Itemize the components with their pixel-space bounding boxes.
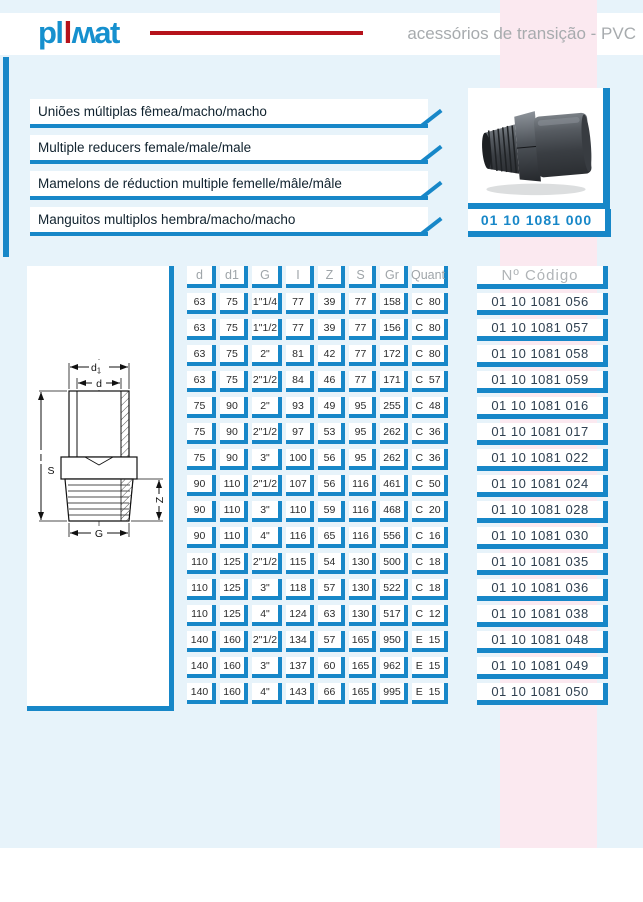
table-row — [187, 345, 448, 366]
table-cell: 995 — [380, 683, 408, 704]
table-cell: 143 — [286, 683, 314, 704]
table-cell: 63 — [187, 293, 216, 314]
table-row — [187, 501, 448, 522]
table-header-cell: Gr — [380, 266, 408, 288]
product-reference-code: 01 10 1081 000 — [480, 212, 593, 228]
table-cell: 158 — [380, 293, 408, 314]
table-cell: 1"1/4 — [252, 293, 282, 314]
table-cell: 90 — [220, 423, 248, 444]
table-cell: 950 — [380, 631, 408, 652]
table-cell: 2"1/2 — [252, 475, 282, 496]
table-cell: 2"1/2 — [252, 631, 282, 652]
product-reference-bar — [468, 209, 611, 237]
title-bar-fr — [30, 171, 428, 200]
table-cell: 75 — [220, 293, 248, 314]
table-cell: 3" — [252, 501, 282, 522]
table-cell: 2"1/2 — [252, 423, 282, 444]
code-item: 01 10 1081 036 — [477, 579, 608, 601]
table-cell: 116 — [349, 501, 376, 522]
title-fr: Mamelons de réduction multiple femelle/mâle/mâle — [38, 176, 342, 191]
table-cell: 2"1/2 — [252, 371, 282, 392]
table-cell: C 57 — [412, 371, 448, 392]
header-divider-line — [150, 31, 363, 35]
logo-part2: ʍat — [71, 15, 119, 50]
table-cell: C 80 — [412, 293, 448, 314]
table-cell: 134 — [286, 631, 314, 652]
table-cell: 93 — [286, 397, 314, 418]
table-cell: 56 — [318, 449, 345, 470]
table-cell: 77 — [349, 293, 376, 314]
table-cell: 556 — [380, 527, 408, 548]
table-cell: C 36 — [412, 449, 448, 470]
table-cell: 461 — [380, 475, 408, 496]
table-cell: 84 — [286, 371, 314, 392]
table-cell: 97 — [286, 423, 314, 444]
table-cell: 116 — [286, 527, 314, 548]
table-cell: 95 — [349, 397, 376, 418]
table-cell: 140 — [187, 657, 216, 678]
table-cell: 59 — [318, 501, 345, 522]
table-cell: 115 — [286, 553, 314, 574]
table-cell: 171 — [380, 371, 408, 392]
table-cell: C 36 — [412, 423, 448, 444]
table-header-cell: Z — [318, 266, 345, 288]
title-bar-en — [30, 135, 428, 164]
table-cell: C 48 — [412, 397, 448, 418]
table-cell: 75 — [220, 319, 248, 340]
table-cell: 156 — [380, 319, 408, 340]
table-cell: 165 — [349, 683, 376, 704]
table-cell: 60 — [318, 657, 345, 678]
code-item: 01 10 1081 056 — [477, 293, 608, 315]
table-cell: 3" — [252, 657, 282, 678]
table-cell: 75 — [187, 449, 216, 470]
code-item: 01 10 1081 049 — [477, 657, 608, 679]
table-cell: 75 — [220, 345, 248, 366]
table-cell: 56 — [318, 475, 345, 496]
table-cell: 160 — [220, 631, 248, 652]
table-cell: C 20 — [412, 501, 448, 522]
table-cell: 63 — [318, 605, 345, 626]
spec-table-header-row — [187, 266, 448, 288]
table-cell: 39 — [318, 293, 345, 314]
table-cell: C 18 — [412, 553, 448, 574]
table-cell: 130 — [349, 553, 376, 574]
table-cell: 95 — [349, 423, 376, 444]
code-item: 01 10 1081 028 — [477, 501, 608, 523]
title-bar-pt — [30, 99, 428, 128]
table-cell: 110 — [187, 553, 216, 574]
table-cell: 262 — [380, 423, 408, 444]
table-row — [187, 423, 448, 444]
table-cell: 100 — [286, 449, 314, 470]
table-cell: 42 — [318, 345, 345, 366]
logo-red-bar: l — [63, 15, 71, 50]
table-cell: 165 — [349, 657, 376, 678]
plimat-logo — [38, 14, 119, 52]
table-cell: 63 — [187, 371, 216, 392]
table-cell: 90 — [220, 397, 248, 418]
table-cell: C 18 — [412, 579, 448, 600]
table-cell: 57 — [318, 579, 345, 600]
table-cell: E 15 — [412, 631, 448, 652]
title-en: Multiple reducers female/male/male — [38, 140, 252, 155]
table-cell: 4" — [252, 605, 282, 626]
table-cell: 140 — [187, 631, 216, 652]
table-cell: 255 — [380, 397, 408, 418]
table-cell: 77 — [286, 293, 314, 314]
table-cell: 110 — [286, 501, 314, 522]
table-cell: 137 — [286, 657, 314, 678]
code-item: 01 10 1081 016 — [477, 397, 608, 419]
code-item: 01 10 1081 038 — [477, 605, 608, 627]
code-item: 01 10 1081 058 — [477, 345, 608, 367]
table-row — [187, 319, 448, 340]
table-cell: C 12 — [412, 605, 448, 626]
table-cell: C 16 — [412, 527, 448, 548]
table-cell: C 80 — [412, 319, 448, 340]
table-row — [187, 579, 448, 600]
table-row — [187, 449, 448, 470]
table-cell: 110 — [220, 527, 248, 548]
code-item: 01 10 1081 017 — [477, 423, 608, 445]
table-cell: 130 — [349, 579, 376, 600]
table-row — [187, 293, 448, 314]
table-cell: 77 — [349, 319, 376, 340]
table-cell: 125 — [220, 553, 248, 574]
table-cell: 116 — [349, 527, 376, 548]
table-row — [187, 475, 448, 496]
table-cell: E 15 — [412, 657, 448, 678]
title-es: Manguitos multiplos hembra/macho/macho — [38, 212, 296, 227]
table-cell: 522 — [380, 579, 408, 600]
spec-table — [187, 266, 448, 709]
table-cell: E 15 — [412, 683, 448, 704]
table-cell: 66 — [318, 683, 345, 704]
table-cell: 49 — [318, 397, 345, 418]
table-cell: C 50 — [412, 475, 448, 496]
technical-drawing — [27, 351, 169, 551]
dim-label-Z: Z — [154, 496, 166, 504]
table-row — [187, 397, 448, 418]
table-cell: 2" — [252, 397, 282, 418]
page-title: acessórios de transição - PVC — [407, 24, 636, 43]
table-cell: 118 — [286, 579, 314, 600]
table-cell: 110 — [187, 579, 216, 600]
table-cell: 75 — [187, 397, 216, 418]
code-item: 01 10 1081 022 — [477, 449, 608, 471]
table-cell: 262 — [380, 449, 408, 470]
table-cell: 63 — [187, 319, 216, 340]
table-cell: 3" — [252, 579, 282, 600]
table-cell: 63 — [187, 345, 216, 366]
table-row — [187, 657, 448, 678]
table-cell: 125 — [220, 605, 248, 626]
left-accent-bar — [3, 57, 9, 257]
table-row — [187, 527, 448, 548]
dim-label-S: S — [47, 465, 55, 477]
table-cell: 124 — [286, 605, 314, 626]
table-cell: C 80 — [412, 345, 448, 366]
code-item: 01 10 1081 048 — [477, 631, 608, 653]
product-fitting-image — [473, 94, 599, 197]
table-row — [187, 371, 448, 392]
table-cell: 172 — [380, 345, 408, 366]
table-row — [187, 605, 448, 626]
table-cell: 75 — [187, 423, 216, 444]
table-cell: 962 — [380, 657, 408, 678]
dim-label-d1: d1 — [90, 362, 102, 375]
table-cell: 46 — [318, 371, 345, 392]
code-item: 01 10 1081 050 — [477, 683, 608, 705]
table-row — [187, 631, 448, 652]
dim-label-d: d — [96, 378, 102, 390]
table-cell: 77 — [349, 371, 376, 392]
table-header-cell: G — [252, 266, 282, 288]
table-cell: 54 — [318, 553, 345, 574]
table-cell: 4" — [252, 683, 282, 704]
table-cell: 77 — [349, 345, 376, 366]
table-cell: 130 — [349, 605, 376, 626]
table-cell: 2" — [252, 345, 282, 366]
table-row — [187, 553, 448, 574]
table-cell: 125 — [220, 579, 248, 600]
table-header-cell: d1 — [220, 266, 248, 288]
table-header-cell: S — [349, 266, 376, 288]
spec-table-body — [187, 293, 448, 704]
dim-label-G: G — [94, 528, 104, 540]
codes-column — [477, 266, 608, 709]
table-cell: 65 — [318, 527, 345, 548]
codes-header: Nº Código — [477, 266, 608, 289]
table-cell: 1"1/2 — [252, 319, 282, 340]
table-header-cell: Quant — [412, 266, 448, 288]
table-cell: 90 — [187, 475, 216, 496]
table-cell: 90 — [220, 449, 248, 470]
product-photo-box — [468, 88, 610, 209]
table-cell: 140 — [187, 683, 216, 704]
table-row — [187, 683, 448, 704]
table-cell: 3" — [252, 449, 282, 470]
table-cell: 81 — [286, 345, 314, 366]
code-item: 01 10 1081 057 — [477, 319, 608, 341]
technical-drawing-box — [27, 266, 174, 711]
table-cell: 95 — [349, 449, 376, 470]
table-cell: 517 — [380, 605, 408, 626]
table-cell: 53 — [318, 423, 345, 444]
table-cell: 39 — [318, 319, 345, 340]
table-cell: 160 — [220, 657, 248, 678]
table-cell: 90 — [187, 527, 216, 548]
logo-part1: pl — [38, 15, 63, 50]
table-header-cell: d — [187, 266, 216, 288]
code-item: 01 10 1081 059 — [477, 371, 608, 393]
table-cell: 90 — [187, 501, 216, 522]
codes-list — [477, 293, 608, 705]
title-pt: Uniões múltiplas fêmea/macho/macho — [38, 104, 267, 119]
code-item: 01 10 1081 030 — [477, 527, 608, 549]
table-cell: 57 — [318, 631, 345, 652]
code-item: 01 10 1081 024 — [477, 475, 608, 497]
table-cell: 160 — [220, 683, 248, 704]
table-cell: 75 — [220, 371, 248, 392]
dim-label-I: I — [39, 452, 43, 464]
table-cell: 77 — [286, 319, 314, 340]
table-cell: 107 — [286, 475, 314, 496]
table-cell: 468 — [380, 501, 408, 522]
table-cell: 110 — [220, 501, 248, 522]
table-cell: 4" — [252, 527, 282, 548]
table-cell: 110 — [187, 605, 216, 626]
table-cell: 500 — [380, 553, 408, 574]
title-bar-es — [30, 207, 428, 236]
table-cell: 2"1/2 — [252, 553, 282, 574]
table-cell: 110 — [220, 475, 248, 496]
table-cell: 165 — [349, 631, 376, 652]
code-item: 01 10 1081 035 — [477, 553, 608, 575]
table-header-cell: I — [286, 266, 314, 288]
table-cell: 116 — [349, 475, 376, 496]
